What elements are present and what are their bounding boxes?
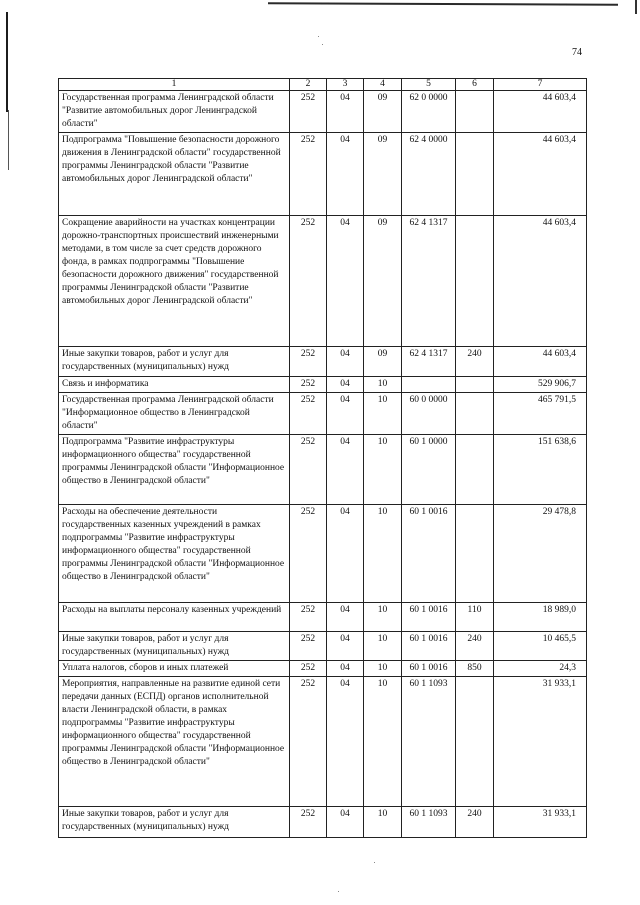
cell-c2: 252 — [290, 377, 327, 393]
row-name: Иные закупки товаров, работ и услуг для государственных (муниципальных) нужд — [59, 347, 290, 377]
cell-c2: 252 — [290, 603, 327, 632]
cell-c6 — [456, 133, 494, 216]
cell-c6: 240 — [456, 347, 494, 377]
cell-c3: 04 — [327, 505, 364, 603]
cell-c2: 252 — [290, 435, 327, 505]
cell-c3: 04 — [327, 133, 364, 216]
row-name: Государственная программа Ленинградской области "Информационное общество в Ленинградской области" — [59, 393, 290, 435]
table-row — [59, 661, 587, 677]
cell-c4: 10 — [364, 377, 402, 393]
cell-c6: 850 — [456, 661, 494, 677]
cell-c3: 04 — [327, 377, 364, 393]
row-name: Иные закупки товаров, работ и услуг для государственных (муниципальных) нужд — [59, 807, 290, 838]
cell-c4: 10 — [364, 632, 402, 661]
cell-c3: 04 — [327, 347, 364, 377]
cell-amount: 18 989,0 — [494, 603, 587, 632]
cell-c3: 04 — [327, 216, 364, 347]
cell-c5 — [402, 377, 456, 393]
table-row — [59, 347, 587, 377]
col-header: 5 — [402, 79, 456, 91]
cell-c3: 04 — [327, 91, 364, 133]
cell-amount: 44 603,4 — [494, 91, 587, 133]
cell-amount: 24,3 — [494, 661, 587, 677]
cell-c3: 04 — [327, 435, 364, 505]
cell-c4: 10 — [364, 661, 402, 677]
cell-amount: 465 791,5 — [494, 393, 587, 435]
cell-c3: 04 — [327, 661, 364, 677]
cell-amount: 31 933,1 — [494, 677, 587, 807]
cell-c6: 240 — [456, 807, 494, 838]
cell-c3: 04 — [327, 632, 364, 661]
table-row — [59, 807, 587, 838]
scan-speck — [318, 36, 319, 37]
row-name: Подпрограмма "Развитие инфраструктуры информационного общества" государственной программы Ленинградской области "Информационное общество в Ленинградской области" — [59, 435, 290, 505]
scan-edge-right — [635, 0, 637, 14]
cell-c2: 252 — [290, 216, 327, 347]
cell-c6 — [456, 677, 494, 807]
row-name: Связь и информатика — [59, 377, 290, 393]
col-header: 1 — [59, 79, 290, 91]
cell-c4: 10 — [364, 393, 402, 435]
header-row — [59, 79, 587, 91]
table-row — [59, 133, 587, 216]
table-row — [59, 216, 587, 347]
cell-c2: 252 — [290, 661, 327, 677]
cell-c2: 252 — [290, 505, 327, 603]
cell-c6 — [456, 91, 494, 133]
cell-c5: 60 1 1093 — [402, 807, 456, 838]
cell-c4: 10 — [364, 505, 402, 603]
cell-amount: 10 465,5 — [494, 632, 587, 661]
row-name: Государственная программа Ленинградской области "Развитие автомобильных дорог Ленинградской области" — [59, 91, 290, 133]
cell-c6 — [456, 505, 494, 603]
row-name: Мероприятия, направленные на развитие единой сети передачи данных (ЕСПД) органов исполнительной власти Ленинградской области, в рамках подпрограммы "Развитие инфраструктуры информационного общества" государственной программы Ленинградской области "Информационное общество в Ленинградской области" — [59, 677, 290, 807]
cell-c6: 110 — [456, 603, 494, 632]
cell-c6 — [456, 377, 494, 393]
cell-c2: 252 — [290, 393, 327, 435]
cell-c4: 10 — [364, 435, 402, 505]
scan-edge-left-lower — [8, 110, 9, 170]
cell-c2: 252 — [290, 347, 327, 377]
row-name: Расходы на выплаты персоналу казенных учреждений — [59, 603, 290, 632]
cell-c5: 62 4 1317 — [402, 216, 456, 347]
cell-c3: 04 — [327, 393, 364, 435]
cell-c2: 252 — [290, 677, 327, 807]
cell-c6: 240 — [456, 632, 494, 661]
page-number: 74 — [572, 47, 582, 58]
col-header: 6 — [456, 79, 494, 91]
cell-c6 — [456, 216, 494, 347]
cell-c2: 252 — [290, 133, 327, 216]
cell-c4: 09 — [364, 216, 402, 347]
cell-c3: 04 — [327, 677, 364, 807]
cell-c5: 60 1 0000 — [402, 435, 456, 505]
col-header: 3 — [327, 79, 364, 91]
table-row — [59, 603, 587, 632]
cell-c5: 60 1 0016 — [402, 632, 456, 661]
cell-c4: 10 — [364, 807, 402, 838]
cell-c4: 09 — [364, 347, 402, 377]
cell-c2: 252 — [290, 632, 327, 661]
cell-c2: 252 — [290, 91, 327, 133]
cell-c6 — [456, 435, 494, 505]
cell-c4: 10 — [364, 603, 402, 632]
cell-c3: 04 — [327, 807, 364, 838]
table-row — [59, 435, 587, 505]
cell-c5: 62 4 1317 — [402, 347, 456, 377]
budget-table — [58, 78, 587, 838]
table-row — [59, 677, 587, 807]
col-header: 7 — [494, 79, 587, 91]
cell-amount: 31 933,1 — [494, 807, 587, 838]
cell-amount: 44 603,4 — [494, 133, 587, 216]
row-name: Подпрограмма "Повышение безопасности дорожного движения в Ленинградской области" государственной программы Ленинградской области "Развитие автомобильных дорог Ленинградской области" — [59, 133, 290, 216]
cell-amount: 151 638,6 — [494, 435, 587, 505]
cell-c5: 60 1 0016 — [402, 661, 456, 677]
table-row — [59, 393, 587, 435]
col-header: 4 — [364, 79, 402, 91]
row-name: Расходы на обеспечение деятельности государственных казенных учреждений в рамках подпрограммы "Развитие инфраструктуры информационного общества" государственной программы Ленинградской области "Информационное общество в Ленинградской области" — [59, 505, 290, 603]
scan-edge-top — [268, 2, 618, 6]
scan-edge-left — [6, 12, 8, 112]
cell-c6 — [456, 393, 494, 435]
cell-c5: 60 1 1093 — [402, 677, 456, 807]
cell-c5: 62 4 0000 — [402, 133, 456, 216]
cell-c5: 60 1 0016 — [402, 603, 456, 632]
cell-c4: 09 — [364, 91, 402, 133]
row-name: Сокращение аварийности на участках концентрации дорожно-транспортных происшествий инженерными методами, в том числе за счет средств дорожного фонда, в рамках подпрограммы "Повышение безопасности дорожного движения" государственной программы Ленинградской области "Развитие автомобильных дорог Ленинградской области" — [59, 216, 290, 347]
cell-c4: 10 — [364, 677, 402, 807]
cell-amount: 529 906,7 — [494, 377, 587, 393]
col-header: 2 — [290, 79, 327, 91]
table-row — [59, 377, 587, 393]
cell-c5: 62 0 0000 — [402, 91, 456, 133]
cell-c2: 252 — [290, 807, 327, 838]
table-row — [59, 505, 587, 603]
scan-speck — [322, 44, 323, 45]
row-name: Уплата налогов, сборов и иных платежей — [59, 661, 290, 677]
table-row — [59, 91, 587, 133]
cell-c5: 60 1 0016 — [402, 505, 456, 603]
cell-c4: 09 — [364, 133, 402, 216]
row-name: Иные закупки товаров, работ и услуг для государственных (муниципальных) нужд — [59, 632, 290, 661]
cell-amount: 44 603,4 — [494, 347, 587, 377]
cell-c3: 04 — [327, 603, 364, 632]
cell-amount: 29 478,8 — [494, 505, 587, 603]
scan-speck — [374, 862, 375, 863]
cell-c5: 60 0 0000 — [402, 393, 456, 435]
cell-amount: 44 603,4 — [494, 216, 587, 347]
table-row — [59, 632, 587, 661]
scan-speck — [338, 891, 339, 892]
